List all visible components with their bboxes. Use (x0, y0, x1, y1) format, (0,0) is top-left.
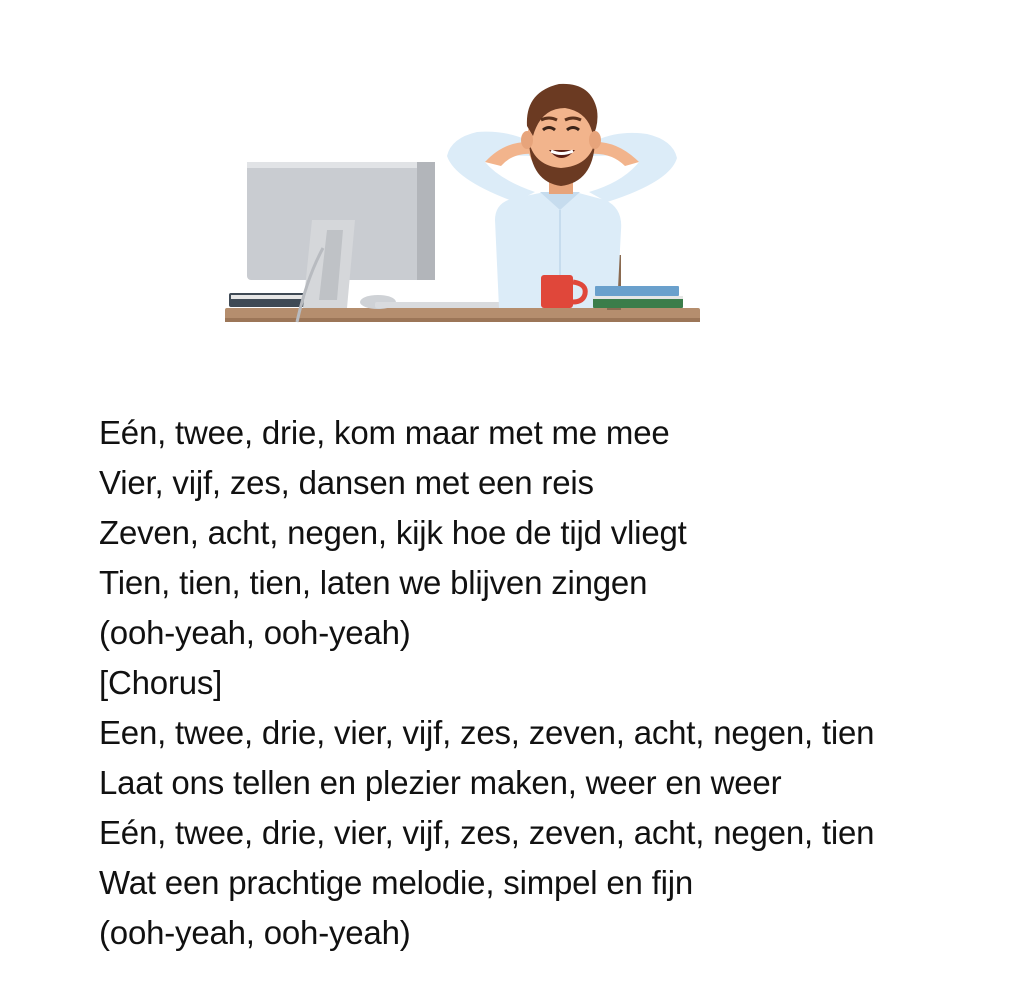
lyric-section-label: [Chorus] (99, 664, 223, 701)
lyric-line: Laat ons tellen en plezier maken, weer en weer (99, 764, 782, 801)
lyric-line: Eén, twee, drie, vier, vijf, zes, zeven, acht, negen, tien (99, 814, 875, 851)
lyrics-block (99, 408, 874, 958)
lyric-line: Een, twee, drie, vier, vijf, zes, zeven, acht, negen, tien (99, 714, 875, 751)
lyric-line: Tien, tien, tien, laten we blijven zingen (99, 564, 648, 601)
desk-scene-icon (215, 70, 715, 335)
lyric-line: Zeven, acht, negen, kijk hoe de tijd vliegt (99, 514, 687, 551)
lyric-line: Vier, vijf, zes, dansen met een reis (99, 464, 594, 501)
lyric-line: Wat een prachtige melodie, simpel en fijn (99, 864, 694, 901)
lyric-line: Eén, twee, drie, kom maar met me mee (99, 414, 670, 451)
lyric-line: (ooh-yeah, ooh-yeah) (99, 914, 411, 951)
man-relaxing-at-desk-illustration (215, 70, 715, 335)
lyric-line: (ooh-yeah, ooh-yeah) (99, 614, 411, 651)
